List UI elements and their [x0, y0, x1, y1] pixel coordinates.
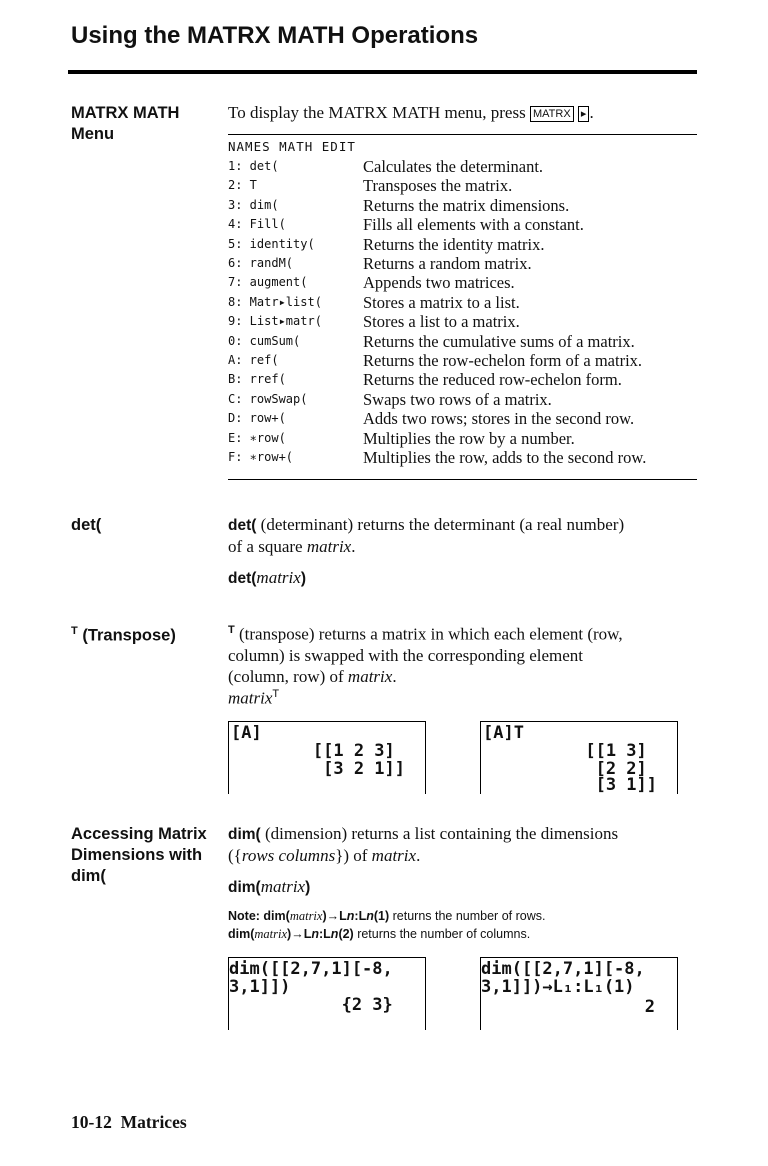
menu-item-description: Returns the cumulative sums of a matrix.	[363, 331, 635, 351]
menu-item-description: Appends two matrices.	[363, 273, 515, 293]
menu-item-key: 4: Fill(	[228, 217, 286, 232]
menu-item	[228, 293, 698, 312]
menu-item-key: E: ∗row(	[228, 430, 286, 445]
menu-item-key: A: ref(	[228, 353, 279, 367]
menu-item-key: 3: dim(	[228, 197, 279, 212]
menu-item-description: Stores a list to a matrix.	[363, 312, 520, 332]
menu-item	[228, 235, 698, 254]
section-label-matrx-math: MATRX MATH Menu	[71, 104, 180, 143]
menu-item-description: Swaps two rows of a matrix.	[363, 389, 552, 409]
section-label-det: det(	[71, 516, 102, 534]
menu-item-key: 1: det(	[228, 159, 279, 173]
menu-item-key: F: ∗row+(	[228, 450, 294, 464]
menu-bottom-rule	[228, 479, 697, 480]
menu-item	[228, 196, 698, 215]
title-rule	[68, 70, 697, 74]
menu-item	[228, 176, 698, 195]
menu-item-description: Returns a random matrix.	[363, 254, 532, 273]
menu-item-key: 0: cumSum(	[228, 333, 301, 348]
dim-note: Note: dim(matrix)→Ln:Ln(1) returns the number of rows. dim(matrix)→Ln:Ln(2) returns the number of columns.	[228, 909, 546, 941]
det-description: det( (determinant) returns the determinant (a real number) of a square matrix.	[228, 515, 625, 556]
right-arrow-key: ▸	[578, 106, 590, 122]
menu-item	[228, 332, 698, 351]
menu-item	[228, 370, 698, 389]
transpose-description: $^T$ (transpose) returns a matrix in which each element (row, column) is swapped with the corresponding element (column, row) of matrix.	[228, 624, 623, 686]
page-title: Using the MATRX MATH Operations	[71, 22, 479, 49]
menu-item-description: Fills all elements with a constant.	[363, 215, 584, 235]
menu-item	[228, 429, 698, 448]
menu-item-description: Multiplies the row by a number.	[363, 428, 575, 448]
menu-item	[228, 390, 698, 409]
menu-item	[228, 351, 698, 370]
calculator-screen-dim-a: dim([[2,7,1][-8, 3,1]]) {2 3}	[228, 957, 426, 1030]
menu-item-description: Calculates the determinant.	[363, 157, 544, 176]
menu-item-description: Transposes the matrix.	[363, 176, 513, 196]
menu-item	[228, 215, 698, 234]
menu-top-rule	[228, 134, 697, 135]
menu-item	[228, 254, 698, 273]
menu-item-description: Multiplies the row, adds to the second row.	[363, 448, 647, 467]
det-syntax: det(matrix)	[228, 568, 306, 587]
menu-item	[228, 273, 698, 292]
menu-item-description: Returns the matrix dimensions.	[363, 195, 570, 215]
dim-syntax: dim(matrix)	[228, 877, 311, 896]
menu-item-key: 7: augment(	[228, 275, 308, 290]
menu-item-key: B: rref(	[228, 372, 286, 387]
menu-item	[228, 157, 698, 176]
menu-item-description: Returns the identity matrix.	[363, 234, 545, 254]
matrx-key: MATRX	[530, 106, 574, 122]
menu-item-key: 8: Matr▸list(	[228, 294, 322, 309]
menu-item-key: 9: List▸matr(	[228, 314, 322, 329]
dim-description: dim( (dimension) returns a list containing the dimensions ({rows columns}) of matrix.	[228, 824, 619, 865]
menu-item-key: D: row+(	[228, 411, 286, 426]
calculator-screen-dim-b: dim([[2,7,1][-8, 3,1]])→L₁:L₁(1) 2	[480, 957, 678, 1030]
menu-item-key: 2: T	[228, 178, 257, 193]
menu-header: NAMES MATH EDIT	[228, 139, 356, 154]
menu-item-description: Returns the row-echelon form of a matrix.	[363, 351, 643, 370]
menu-item-description: Adds two rows; stores in the second row.	[363, 409, 635, 429]
section-label-transpose: $^T$ (Transpose)	[71, 625, 176, 645]
menu-item-key: C: rowSwap(	[228, 391, 308, 406]
section-label-dim: Accessing Matrix Dimensions with dim(	[71, 825, 207, 885]
transpose-syntax: matrix$^T$	[228, 688, 280, 708]
page-footer: 10-12 Matrices	[71, 1112, 187, 1132]
menu-item	[228, 448, 698, 467]
calculator-screen-transpose-b: [A]T [[1 3] [2 2] [3 1]]	[480, 721, 678, 794]
menu-item-key: 5: identity(	[228, 236, 315, 251]
menu-item	[228, 312, 698, 331]
menu-item	[228, 409, 698, 428]
menu-item-description: Returns the reduced row-echelon form.	[363, 370, 622, 390]
menu-intro: To display the MATRX MATH menu, press MATRX ▸ .	[228, 103, 594, 122]
calculator-screen-transpose-a: [A] [[1 2 3] [3 2 1]]	[228, 721, 426, 794]
menu-item-key: 6: randM(	[228, 256, 294, 270]
menu-item-description: Stores a matrix to a list.	[363, 292, 520, 312]
